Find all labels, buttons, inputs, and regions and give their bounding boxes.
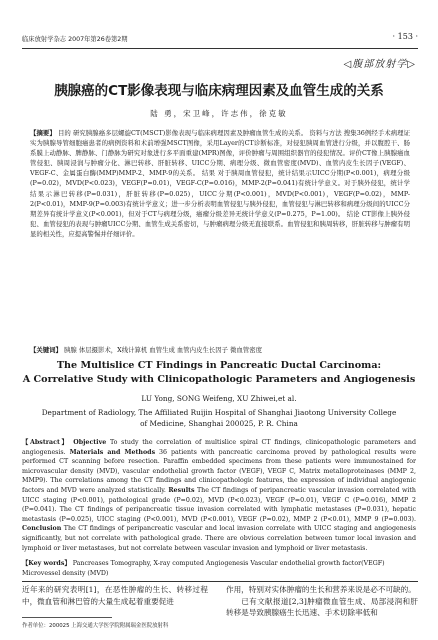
methods-text: 36 patients with pancreatic carcinoma proved by pathological results were performed CT scanning before resection. Paraffin embedded specimens from these patients were immunostained for microvascular density (MVD), vascular endothelial growth factor (VEGF), VEGF C, Matrix metalloproteinases (MMP 2, MMP9). The correlations among the CT findings and clinicopathologic features, the expression of individual angiogenic factors and MVD were analyzed statistically.: [22, 448, 416, 494]
journal-name: 临床放射学杂志 2007年第26卷第2期: [22, 36, 128, 43]
chinese-abstract: [30, 128, 410, 239]
english-affiliation: Department of Radiology, The Affiliated Ruijin Hospital of Shanghai Jiaotong University College of Medicine, Shanghai 200025, P. R. China: [41, 408, 397, 428]
english-keywords: [22, 559, 416, 578]
english-abstract: [22, 438, 416, 553]
footnote: 作者单位：200025 上海交通大学医学院附属瑞金医院放射科: [22, 623, 169, 629]
body-right-paragraph-2: 已有文献报道[2,3]肿瘤微血管生成、局部浸润和肝转移是导致胰腺癌生长迅速、手术切除率低和: [226, 596, 418, 617]
footnote-rule: [22, 617, 112, 618]
chinese-keywords-label: 【关键词】: [30, 346, 62, 354]
section-label: ◁腹部放射学▷: [343, 59, 416, 70]
body-column-left: [22, 584, 208, 607]
english-title-line-1: The Multislice CT Findings in Pancreatic Ductal Carcinoma:: [56, 360, 382, 371]
objective-label: Objective: [73, 439, 107, 446]
english-keywords-label: 【Key words】: [22, 560, 71, 567]
body-rule: [22, 581, 418, 582]
chinese-keywords-text: 胰腺 体层摄影术，X线计算机 血管生成 血管内皮生长因子 微血管密度: [64, 346, 263, 354]
chinese-authors: 陆 勇，宋卫峰，许志伟，徐克敏: [150, 109, 288, 118]
running-header: [22, 34, 418, 46]
results-text: The CT findings of peripancreatic vascular invasion correlated with UICC staging (P<0.001), pathological grade (P=0.02), MVD (P<0.023), VEGF (P=0.01), VEGF C (P=0.016), MMP 2 (P=0.041). The CT findings of peripancreatic tissue invasion correlated with lymphatic metastases (P=0.031), hepatic metastasis (P=0.025), UICC staging (P<0.001), MVD (P<0.001), VEGF (P=0.02), MMP 2 (P<0.01), MMP 9 (P=0.003).: [22, 486, 416, 523]
chinese-keywords: [30, 345, 410, 354]
conclusion-text: The CT findings of peripancreatic vascular and local invasion correlate with UICC staging and angiogenesis significantly, but not correlate with pathological grade. There are obvious correlation between tumor local invasion and lymphoid or liver metastases, but not correlate between vascular invasion and lymphoid or liver metastasis.: [22, 525, 416, 552]
english-abstract-label: 【Abstract】: [22, 439, 70, 446]
methods-label: Materials and Methods: [69, 448, 156, 456]
chinese-title: 胰腺癌的CT影像表现与临床病理因素及血管生成的关系: [54, 83, 384, 99]
header-rule: [22, 48, 418, 49]
english-keywords-text: Pancreases Tomography, X-ray computed Angiogenesis Vascular endothelial growth factor(VEGF) Microvessel density (MVD): [22, 560, 385, 577]
page-number: · 153 ·: [392, 32, 418, 41]
body-column-right: [226, 584, 418, 619]
chinese-abstract-text: 目的 研究胰腺癌多层螺旋CT(MSCT)影像表现与临床病理因素及肿瘤血管生成的关系。 资料与方法 搜集36例经手术病理证实为胰腺导管细胞癌患者的病例资料和术前增强MSCT图像，采用Layer的CT诊断标准，对侵犯胰周血管进行分级，并以腹腔干、肠系膜上动静脉、脾静脉、门静脉为研究对象进行多平面重建(MPR)图像，评价肿瘤与周围组织器官的侵犯情况。评价CT像上胰腺癌血管侵犯、胰周浸润与肿瘤分化、淋巴转移、肝脏转移、UICC分期、病理分级、微血管密度(MVD)、血管内皮生长因子(VEGF)、VEGF-C、金属蛋白酶(MMP)MMP-2、MMP-9的关系。 结果 对于胰周血管侵犯，统计结果示UICC分期(P<0.001)，病理分级(P=0.02)，MVD(P<0.023)，VEGF(P=0.01)，VEGF-C(P=0.016)，MMP-2(P=0.041)有统计学意义。对于胰外侵犯，统计学结果示淋巴转移(P=0.031)，肝脏转移(P=0.025)，UICC分期(P<0.001)，MVD(P<0.001)，VEGF(P=0.02)，MMP-2(P<0.01)，MMP-9(P=0.003)有统计学意义；进一步分析表明血管侵犯与胰外侵犯，血管侵犯与淋巴转移和病理分级间的UICC分期差异有统计学意义(P<0.001)，但对于CT与病理分级，癌瘤分级差异无统计学意义(P=0.275，P=1.00)。 结论 CT影像上胰外侵犯、血管侵犯的表现与肿瘤UICC分期、血管生成关系密切，与肿瘤病理分级无直接联系。血管侵犯和胰周转移，肝脏转移与肿瘤有明显的相关性，应提高警惕并仔细评价。: [30, 129, 411, 238]
objective-text: To study the correlation of multislice spiral CT findings, clinicopathologic parameters and angiogenesis.: [22, 439, 416, 456]
body-right-paragraph-1: 作用，特别对实体肿瘤的生长和营养来说是必不可缺的。: [226, 585, 416, 594]
chinese-abstract-label: 【摘要】: [30, 129, 56, 137]
body-left-text: 近年来的研究表明[1]，在恶性肿瘤的生长、转移过程中，微血管和淋巴管的大量生成起着重要促进: [22, 585, 208, 606]
conclusion-label: Conclusion: [22, 525, 62, 533]
english-authors: LU Yong, SONG Weifeng, XU Zhiwei,et al.: [141, 394, 297, 403]
english-title-line-2: A Correlative Study with Clinicopathologic Parameters and Angiogenesis: [22, 374, 416, 385]
results-label: Results: [168, 486, 195, 494]
